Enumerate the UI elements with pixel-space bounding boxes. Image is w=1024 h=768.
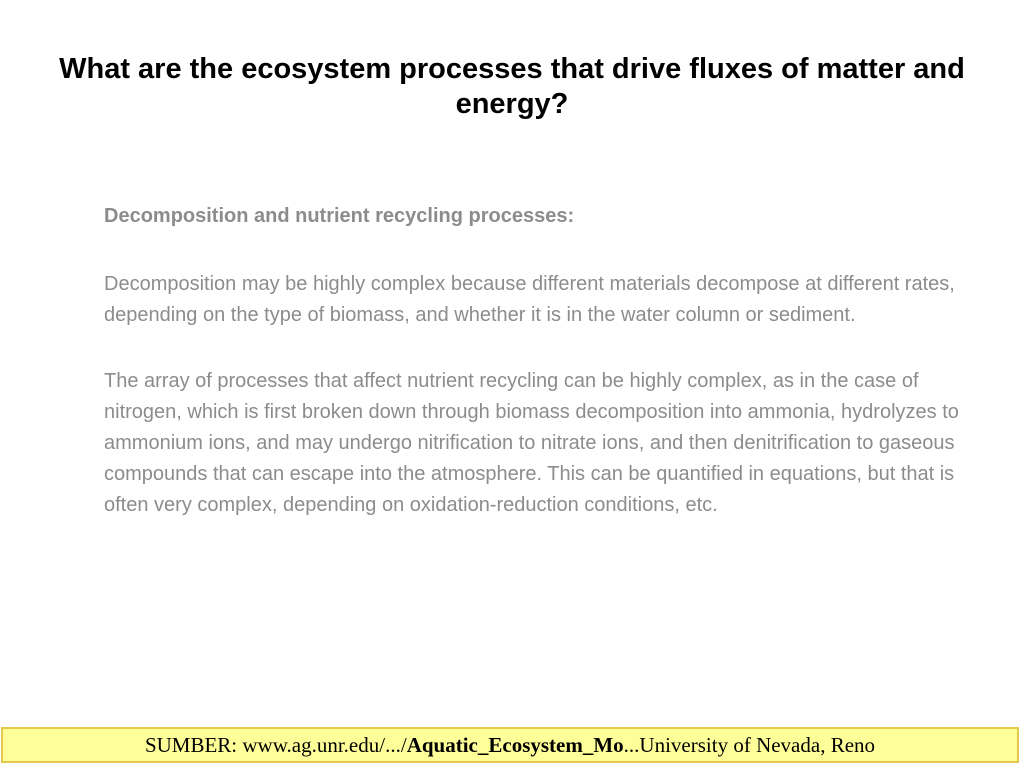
paragraph-decomposition: Decomposition may be highly complex because different materials decompose at different rates, depending on the type of biomass, and whether it is in the water column or sediment. <box>104 273 955 326</box>
slide-content <box>104 203 962 556</box>
source-bold-part: Aquatic_Ecosystem_Mo <box>406 733 624 757</box>
source-citation <box>1 727 1019 763</box>
paragraph-nutrient-recycling: The array of processes that affect nutrient recycling can be highly complex, as in the case of nitrogen, which is first broken down through biomass decomposition into ammonia, hydrolyzes to ammonium ions, and may undergo nitrification to nitrate ions, and then denitrification to gaseous compounds that can escape into the atmosphere. This can be quantified in equations, but that is often very complex, depending on oxidation-reduction conditions, etc. <box>104 370 959 516</box>
slide-title: What are the ecosystem processes that drive fluxes of matter and energy? <box>59 53 965 120</box>
section-heading: Decomposition and nutrient recycling processes: <box>104 205 575 227</box>
source-prefix: SUMBER: www.ag.unr.edu/.../ <box>144 733 407 757</box>
source-suffix: ...University of Nevada, Reno <box>623 733 876 757</box>
